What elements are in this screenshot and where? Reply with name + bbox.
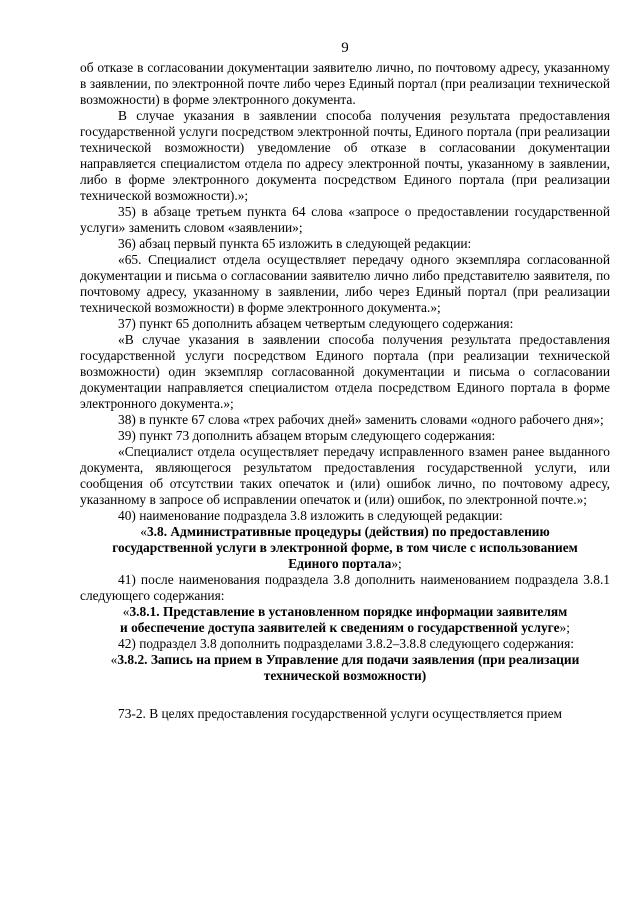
paragraph-73-2: 73-2. В целях предоставления государственной услуги осуществляется прием [118, 706, 563, 721]
heading-line: Единого портала [288, 556, 392, 571]
heading-line: 3.8.1. Представление в установленном порядке информации заявителям [129, 604, 568, 619]
quoted-paragraph: «65. Специалист отдела осуществляет передачу одного экземпляра согласованной документации и письма о согласовании заявителю лично либо представителю заявителя, по почтовому адресу, указанному в заявлении, либо через Единый портал (при реализации технической возможности) в форме электронного документа.»; [80, 252, 610, 315]
section-heading-3-8-1 [80, 604, 610, 636]
spacer [80, 684, 610, 706]
amendment-42: 42) подраздел 3.8 дополнить подразделами 3.8.2–3.8.8 следующего содержания: [118, 636, 574, 651]
quote-open: « [140, 524, 147, 539]
amendment-40: 40) наименование подраздела 3.8 изложить в следующей редакции: [118, 508, 503, 523]
amendment-37: 37) пункт 65 дополнить абзацем четвертым следующего содержания: [118, 316, 514, 331]
document-page [80, 38, 610, 722]
quote-open: « [110, 652, 118, 667]
quoted-paragraph: «В случае указания в заявлении способа получения результата предоставления государственной услуги посредством Единого портала (при реализации технической возможности) один экземпляр согласованной документации и письма о согласовании документации направляется специалистом отдела посредством Единого портала в форме электронного документа.»; [80, 332, 610, 411]
amendment-41: 41) после наименования подраздела 3.8 дополнить наименованием подраздела 3.8.1 следующего содержания: [80, 572, 610, 603]
heading-line: и обеспечение доступа заявителей к сведениям о государственной услуге [120, 620, 560, 635]
paragraph: В случае указания в заявлении способа получения результата предоставления государственной услуги посредством электронной почты, Единого портала (при реализации технической возможности) уведомление об отказе в согласовании документации направляется специалистом отдела по адресу электронной почты, указанному в заявлении, либо в форме электронного документа посредством Единого портала (при реализации технической возможности).»; [80, 108, 610, 203]
quote-open: « [122, 604, 130, 619]
amendment-36: 36) абзац первый пункта 65 изложить в следующей редакции: [118, 236, 472, 251]
paragraph: об отказе в согласовании документации заявителю лично, по почтовому адресу, указанному в заявлении, по электронной почте либо через Единый портал (при реализации технической возможности) в форме электронного документа. [80, 60, 610, 107]
quote-close: »; [559, 620, 570, 635]
heading-line: государственной услуги в электронной форме, в том числе с использованием [112, 540, 578, 555]
quote-close: »; [391, 556, 402, 571]
amendment-35: 35) в абзаце третьем пункта 64 слова «запросе о предоставлении государственной услуги» заменить словом «заявлении»; [80, 204, 610, 235]
heading-line: технической возможности) [263, 668, 427, 683]
heading-line: 3.8.2. Запись на прием в Управление для подачи заявления (при реализации [117, 652, 580, 667]
amendment-38: 38) в пункте 67 слова «трех рабочих дней» заменить словами «одного рабочего дня»; [118, 412, 604, 427]
section-heading-3-8 [80, 524, 610, 572]
page-number: 9 [341, 40, 349, 56]
heading-line: 3.8. Административные процедуры (действия) по предоставлению [146, 524, 550, 539]
quoted-paragraph: «Специалист отдела осуществляет передачу исправленного взамен ранее выданного документа, являющегося результатом предоставления государственной услуги, или сообщения об отсутствии таких опечаток и (или) ошибок лично, по почтовому адресу, указанному в запросе об исправлении опечаток и (или) ошибок, по электронной почте.»; [80, 444, 610, 507]
section-heading-3-8-2 [80, 652, 610, 684]
amendment-39: 39) пункт 73 дополнить абзацем вторым следующего содержания: [118, 428, 496, 443]
